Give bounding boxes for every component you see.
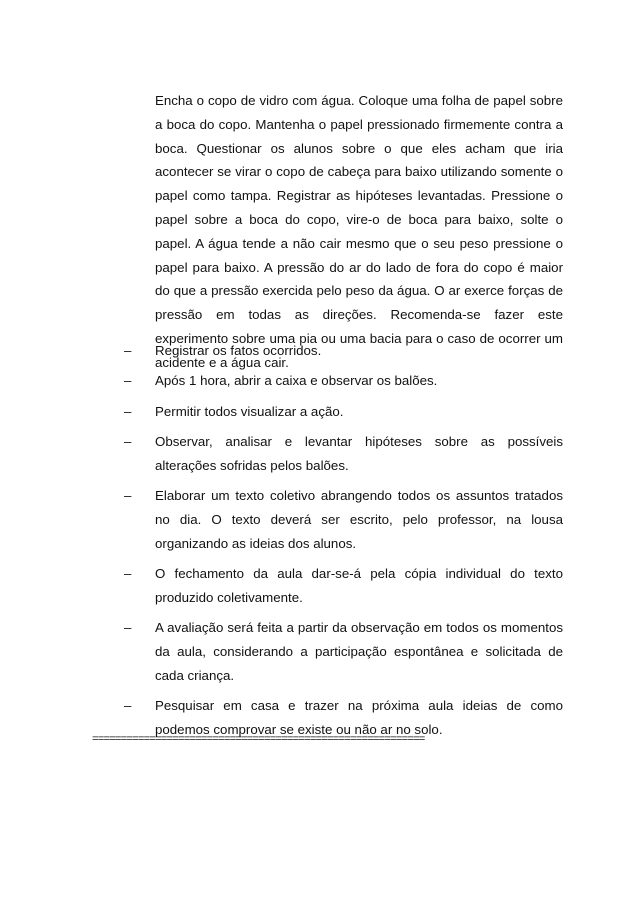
list-item-text: Após 1 hora, abrir a caixa e observar os balões. [155,373,438,389]
list-item [0,616,638,687]
list-item [0,339,638,363]
list-item-text: Pesquisar em casa e trazer na próxima aula ideias de como podemos comprovar se existe ou não ar no solo. [155,697,563,737]
bullet-dash: – [124,433,132,449]
list-item-text: Elaborar um texto coletivo abrangendo todos os assuntos tratados no dia. O texto deverá ser escrito, pelo professor, na lousa organizando as ideias dos alunos. [155,487,563,551]
bullet-dash: – [124,619,132,635]
list-item-text: Permitir todos visualizar a ação. [155,403,344,419]
bullet-dash: – [124,565,132,581]
bullet-dash: – [124,697,132,713]
intro-paragraph: Encha o copo de vidro com água. Coloque uma folha de papel sobre a boca do copo. Mantenha o papel pressionado firmemente contra a boca. Questionar os alunos sobre o que eles acham que iria acontecer se virar o copo de cabeça para baixo utilizando somente o papel como tampa. Registrar as hipóteses levantadas. Pressione o papel sobre a boca do copo, vire-o de boca para baixo, solte o papel. A água tende a não cair mesmo que o seu peso pressione o papel para baixo. A pressão do ar do lado de fora do copo é maior do que a pressão exercida pelo peso da água. O ar exerce forças de pressão em todas as direções. Recomenda-se fazer este experimento sobre uma pia ou uma bacia para o caso de ocorrer um acidente e a água cair. [155,93,563,370]
list-item-text: Registrar os fatos ocorridos. [155,343,322,358]
bullet-dash: – [124,373,132,389]
activity-list [0,339,638,748]
bullet-dash: – [124,487,132,503]
separator-line: ========================================================== [92,733,425,745]
list-item [0,562,638,610]
list-item [0,400,638,424]
bullet-dash: – [124,343,132,358]
list-item-text: O fechamento da aula dar-se-á pela cópia individual do texto produzido coletivamente. [155,565,563,605]
list-item-text: Observar, analisar e levantar hipóteses sobre as possíveis alterações sofridas pelos balões. [155,433,563,473]
list-item [0,430,638,478]
list-item [0,369,638,393]
list-item-text: A avaliação será feita a partir da observação em todos os momentos da aula, considerando a participação espontânea e solicitada de cada criança. [155,619,563,683]
list-item [0,484,638,555]
bullet-dash: – [124,403,132,419]
